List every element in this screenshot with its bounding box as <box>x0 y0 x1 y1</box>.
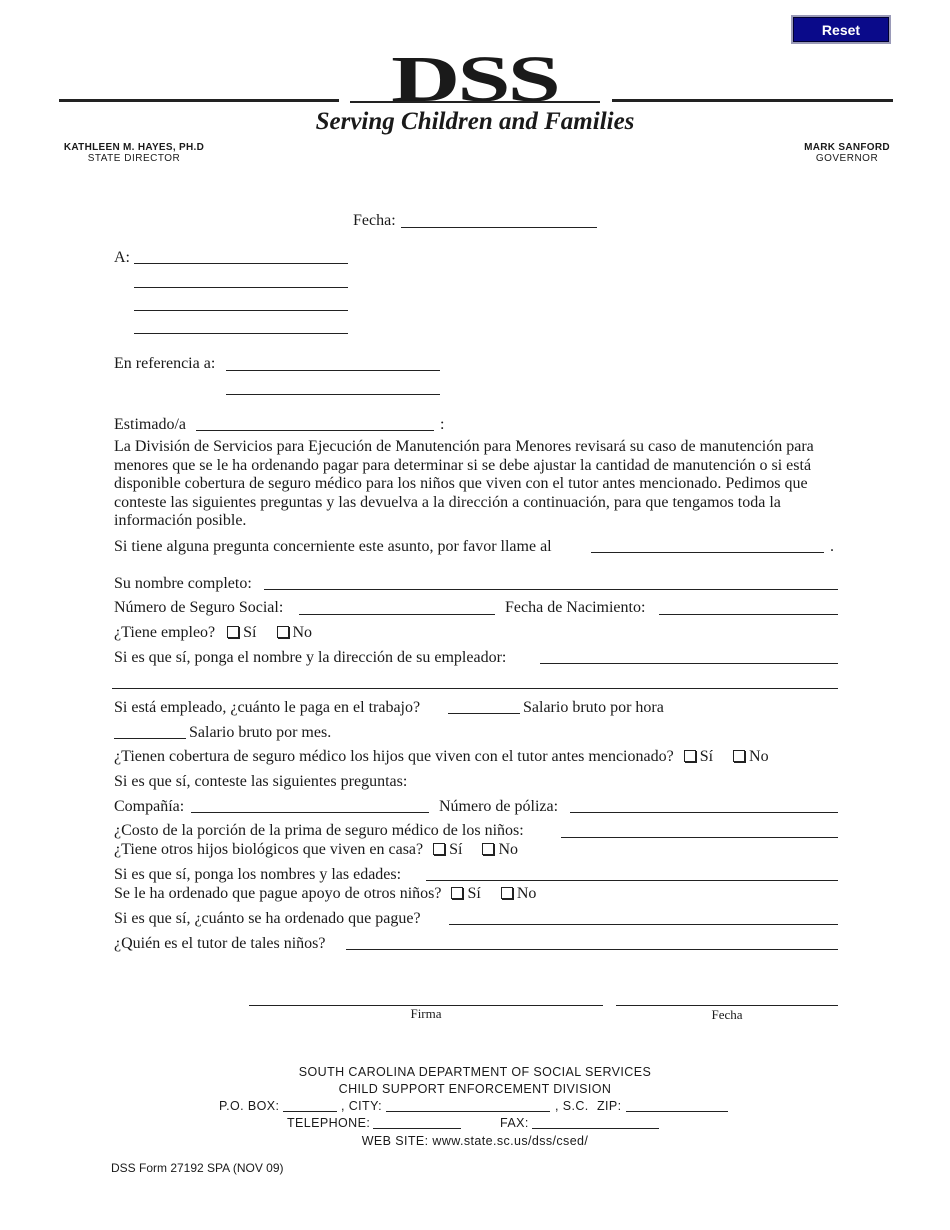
empleo-yes-checkbox[interactable] <box>227 626 239 638</box>
empleo-no-checkbox[interactable] <box>277 626 289 638</box>
salario-mes-label: Salario bruto por mes. <box>189 724 332 741</box>
cobertura-yes-label: Sí <box>699 748 714 765</box>
form-number: DSS Form 27192 SPA (NOV 09) <box>111 1161 284 1175</box>
footer-telephone-label: TELEPHONE: <box>287 1116 371 1130</box>
empleador-field-2[interactable] <box>112 668 838 689</box>
tutor-field[interactable] <box>346 929 838 950</box>
governor-block <box>782 142 912 164</box>
footer-city-label: , CITY: <box>341 1099 383 1113</box>
footer-pobox-label: P.O. BOX: <box>219 1099 280 1113</box>
director-name: KATHLEEN M. HAYES, PH.D <box>63 142 205 153</box>
otros-hijos-no-checkbox[interactable] <box>482 843 494 855</box>
director-title: STATE DIRECTOR <box>87 153 181 164</box>
cobertura-row <box>114 748 769 766</box>
footer-fax-label: FAX: <box>500 1116 529 1130</box>
firma-field[interactable] <box>249 985 603 1006</box>
footer-pobox-field[interactable] <box>283 1095 337 1112</box>
footer-zip-label: ZIP: <box>597 1099 622 1113</box>
footer-zip-field[interactable] <box>626 1095 728 1112</box>
tagline: Serving Children and Families <box>315 108 635 135</box>
ssn-field[interactable] <box>299 594 495 615</box>
director-block <box>40 142 228 164</box>
fecha-field[interactable] <box>401 207 597 228</box>
referencia-line-1[interactable] <box>226 350 440 371</box>
governor-name: MARK SANFORD <box>804 142 890 153</box>
otros-hijos-yes-checkbox[interactable] <box>433 843 445 855</box>
conteste-label: Si es que sí, conteste las siguientes preguntas: <box>114 773 408 790</box>
governor-title: GOVERNOR <box>815 153 879 164</box>
otros-hijos-row <box>114 841 518 859</box>
empleo-label: ¿Tiene empleo? <box>114 624 216 641</box>
costo-field[interactable] <box>561 817 838 838</box>
poliza-field[interactable] <box>570 792 838 813</box>
nombre-field[interactable] <box>264 569 838 590</box>
header-rule-left <box>59 99 339 102</box>
apoyo-row <box>114 885 536 903</box>
salario-mes-field[interactable] <box>114 718 186 739</box>
apoyo-label: Se le ha ordenado que pague apoyo de otros niños? <box>114 885 442 902</box>
address-line-1[interactable] <box>134 243 348 264</box>
tutor-label: ¿Quién es el tutor de tales niños? <box>114 935 326 952</box>
costo-label: ¿Costo de la porción de la prima de seguro médico de los niños: <box>114 822 524 839</box>
dob-label: Fecha de Nacimiento: <box>505 599 646 616</box>
phone-period: . <box>830 538 834 555</box>
firma-label: Firma <box>410 1006 442 1021</box>
otros-hijos-no-label: No <box>498 841 519 858</box>
footer-telephone-field[interactable] <box>373 1112 461 1129</box>
cobertura-no-label: No <box>749 748 769 765</box>
compania-field[interactable] <box>191 792 429 813</box>
address-line-2[interactable] <box>134 267 348 288</box>
dss-logo: DSS <box>391 43 559 116</box>
a-label: A: <box>114 249 130 266</box>
nombres-edades-field[interactable] <box>426 860 838 881</box>
apoyo-yes-checkbox[interactable] <box>451 887 463 899</box>
compania-label: Compañía: <box>114 798 185 815</box>
empleador-field[interactable] <box>540 643 838 664</box>
cuanto-label: Si es que sí, ¿cuánto se ha ordenado que pague? <box>114 910 421 927</box>
phone-field[interactable] <box>591 532 824 553</box>
footer-city-field[interactable] <box>386 1095 550 1112</box>
firma-fecha-label: Fecha <box>711 1007 743 1022</box>
intro-paragraph: La División de Servicios para Ejecución de Manutención para Menores revisará su caso de manutención para menores que se le ha ordenando pagar para determinar si se debe ajustar la cantidad de manutención o si está disponible cobertura de seguro médico para los niños que viven con el tutor antes mencionado. Pedimos que conteste las siguientes preguntas y las devuelva a la dirección a continuación, para que tengamos toda la información posible. <box>114 438 814 529</box>
footer-sc-label: , S.C. <box>555 1099 589 1113</box>
otros-hijos-label: ¿Tiene otros hijos biológicos que viven en casa? <box>114 841 424 858</box>
apoyo-no-label: No <box>516 885 537 902</box>
estimado-colon: : <box>440 416 445 433</box>
cuanto-field[interactable] <box>449 904 838 925</box>
address-line-4[interactable] <box>134 313 348 334</box>
firma-fecha-field[interactable] <box>616 985 838 1006</box>
cobertura-no-checkbox[interactable] <box>733 750 745 762</box>
estimado-field[interactable] <box>196 410 434 431</box>
address-line-3[interactable] <box>134 290 348 311</box>
fecha-label: Fecha: <box>353 212 396 229</box>
empleo-yes-label: Sí <box>243 624 257 641</box>
empleo-no-label: No <box>292 624 313 641</box>
ssn-label: Número de Seguro Social: <box>114 599 284 616</box>
header-rule-right <box>612 99 893 102</box>
logo-underline <box>350 101 600 103</box>
footer-website: WEB SITE: www.state.sc.us/dss/csed/ <box>361 1134 589 1148</box>
nombres-edades-label: Si es que sí, ponga los nombres y las edades: <box>114 866 402 883</box>
footer-fax-field[interactable] <box>532 1112 659 1129</box>
empleo-row <box>114 624 312 642</box>
apoyo-no-checkbox[interactable] <box>501 887 513 899</box>
salario-hora-field[interactable] <box>448 693 520 714</box>
apoyo-yes-label: Sí <box>467 885 481 902</box>
otros-hijos-yes-label: Sí <box>449 841 463 858</box>
cobertura-label: ¿Tienen cobertura de seguro médico los hijos que viven con el tutor antes mencionado? <box>114 748 674 765</box>
estimado-label: Estimado/a <box>114 416 186 433</box>
empleador-label: Si es que sí, ponga el nombre y la dirección de su empleador: <box>114 649 507 666</box>
referencia-label: En referencia a: <box>114 355 216 372</box>
nombre-label: Su nombre completo: <box>114 575 252 592</box>
cobertura-yes-checkbox[interactable] <box>684 750 696 762</box>
reset-button[interactable]: Reset <box>791 15 891 44</box>
salario-hora-label: Salario bruto por hora <box>523 699 664 716</box>
footer-division: CHILD SUPPORT ENFORCEMENT DIVISION <box>338 1082 612 1096</box>
phone-question: Si tiene alguna pregunta concerniente este asunto, por favor llame al <box>114 538 552 555</box>
poliza-label: Número de póliza: <box>439 798 559 815</box>
dob-field[interactable] <box>659 594 838 615</box>
pago-label: Si está empleado, ¿cuánto le paga en el trabajo? <box>114 699 421 716</box>
footer-dept: SOUTH CAROLINA DEPARTMENT OF SOCIAL SERVICES <box>298 1065 652 1079</box>
referencia-line-2[interactable] <box>226 374 440 395</box>
